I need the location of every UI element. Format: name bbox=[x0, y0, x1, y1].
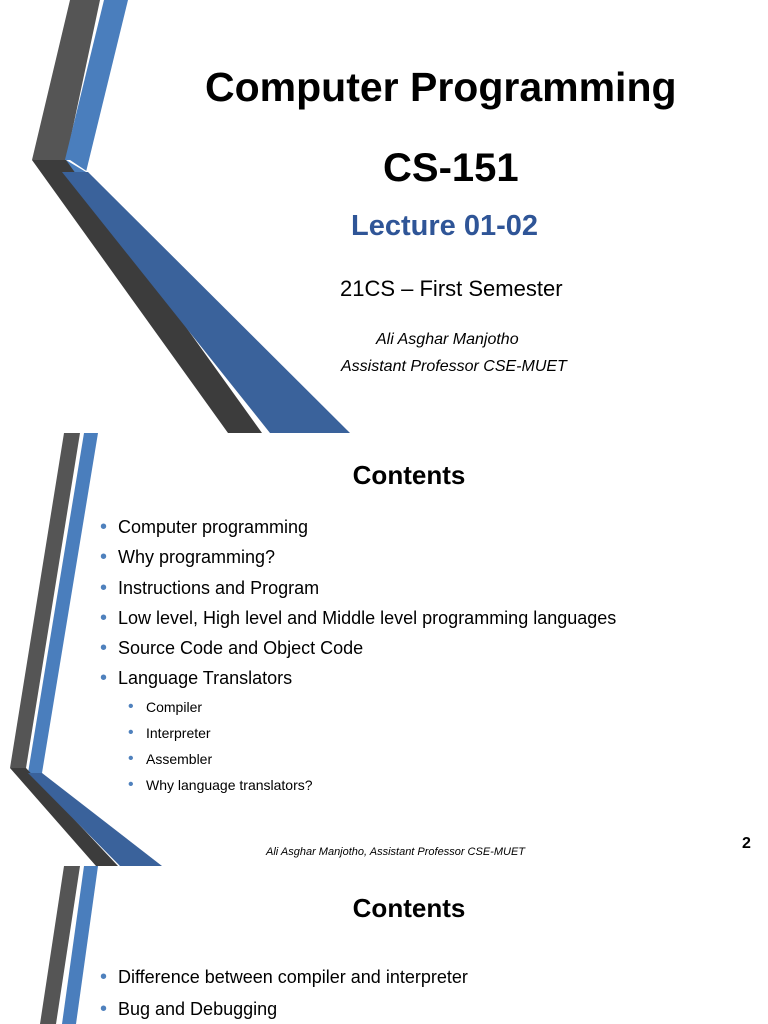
list-item: • Language Translators bbox=[100, 663, 616, 693]
list-item: • Why programming? bbox=[100, 542, 616, 572]
sub-list-item: • Interpreter bbox=[128, 720, 313, 746]
list-item: • Instructions and Program bbox=[100, 573, 616, 603]
sub-list-item: • Compiler bbox=[128, 694, 313, 720]
page-number: 2 bbox=[742, 835, 751, 852]
lecture-label: Lecture 01-02 bbox=[351, 210, 538, 242]
slide-title bbox=[0, 0, 768, 433]
contents-list bbox=[100, 961, 468, 1024]
list-item: • Bug and Debugging bbox=[100, 993, 468, 1024]
list-item: • Source Code and Object Code bbox=[100, 633, 616, 663]
sub-list-item: • Why language translators? bbox=[128, 772, 313, 798]
presentation-title: Computer Programming bbox=[205, 64, 677, 110]
slide-contents-2 bbox=[0, 866, 768, 1024]
author-name: Ali Asghar Manjotho bbox=[376, 331, 519, 348]
course-code: CS-151 bbox=[383, 146, 519, 190]
slide-contents-1 bbox=[0, 433, 768, 866]
translators-sublist bbox=[128, 694, 313, 798]
sub-list-item: • Assembler bbox=[128, 746, 313, 772]
semester-label: 21CS – First Semester bbox=[340, 276, 563, 301]
slide-footer: Ali Asghar Manjotho, Assistant Professor CSE-MUET bbox=[266, 846, 525, 858]
contents-title: Contents bbox=[352, 893, 466, 923]
list-item: • Low level, High level and Middle level programming languages bbox=[100, 603, 616, 633]
contents-title: Contents bbox=[352, 460, 466, 490]
list-item: • Computer programming bbox=[100, 512, 616, 542]
author-role: Assistant Professor CSE-MUET bbox=[341, 358, 567, 375]
list-item: • Difference between compiler and interpreter bbox=[100, 961, 468, 993]
contents-list bbox=[100, 512, 616, 694]
